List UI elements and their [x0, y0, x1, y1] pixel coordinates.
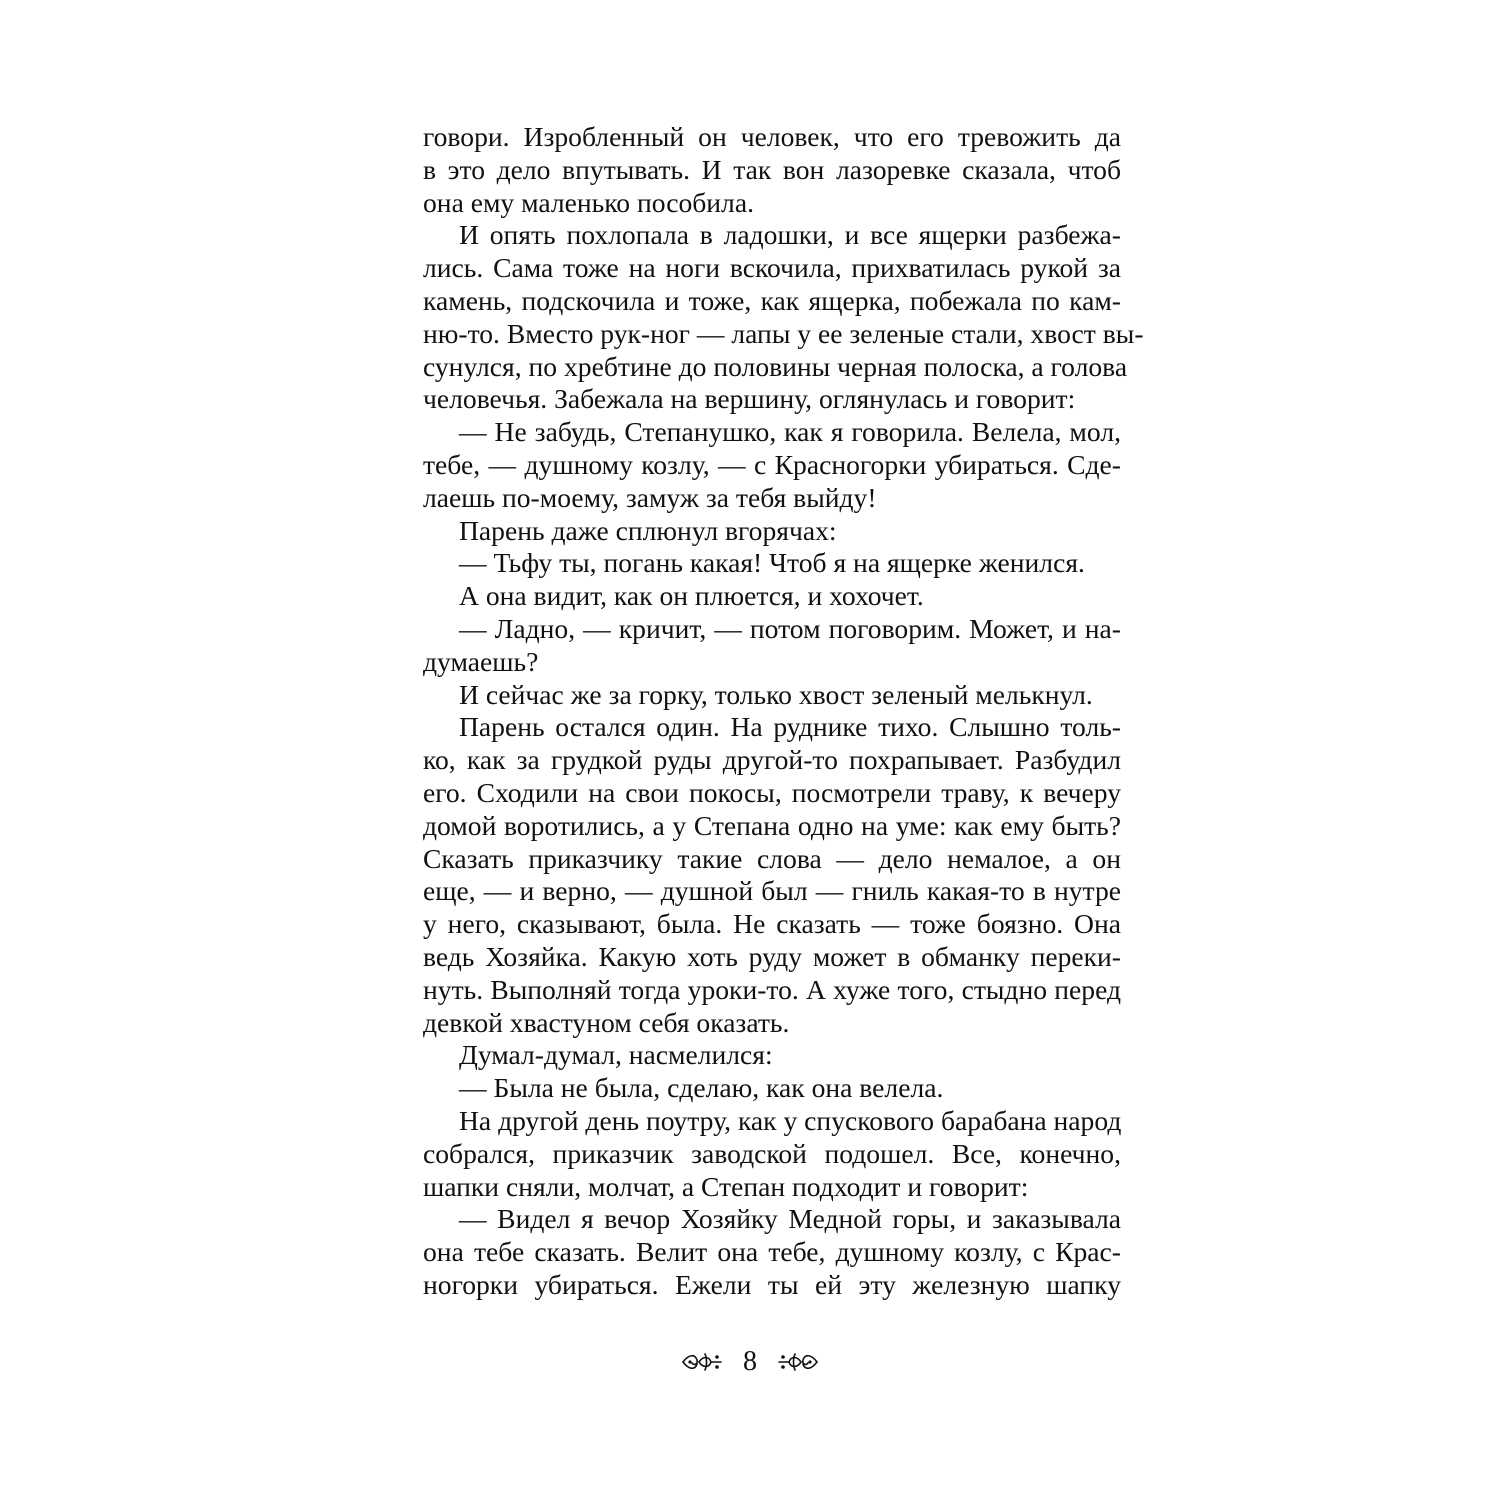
text-line: тебе, — душному козлу, — с Красногорки убираться. Сде-: [423, 448, 1121, 480]
text-line: На другой день поутру, как у спускового барабана народ: [459, 1104, 1122, 1136]
page-footer: [0, 1342, 1500, 1382]
text-line: Сказать приказчику такие слова — дело немалое, а он: [423, 842, 1121, 874]
text-line: Парень остался один. На руднике тихо. Слышно толь-: [459, 711, 1121, 743]
text-line: нуть. Выполняй тогда уроки-то. А хуже того, стыдно перед: [423, 973, 1121, 1005]
text-line: сунулся, по хребтине до половины черная полоска, а голова: [423, 350, 1128, 382]
text-line: ведь Хозяйка. Какую хоть руду может в обманку переки-: [423, 940, 1121, 972]
text-line: — Была не была, сделаю, как она велела.: [459, 1072, 944, 1104]
text-line: А она видит, как он плюется, и хохочет.: [459, 580, 924, 612]
text-line: Думал-думал, насмелился:: [459, 1039, 773, 1071]
text-line: она ему маленько пособила.: [423, 186, 754, 218]
text-line: — Ладно, — кричит, — потом поговорим. Может, и на-: [459, 612, 1121, 644]
text-line: ню-то. Вместо рук-ног — лапы у ее зеленые стали, хвост вы-: [423, 317, 1144, 349]
text-line: собрался, приказчик заводской подошел. Все, конечно,: [423, 1137, 1121, 1169]
body-text: [423, 121, 1144, 1302]
text-line: его. Сходили на свои покосы, посмотрели траву, к вечеру: [423, 776, 1121, 808]
text-line: — Видел я вечор Хозяйку Медной горы, и заказывала: [459, 1203, 1121, 1235]
text-line: еще, — и верно, — душной был — гниль какая-то в нутре: [423, 875, 1121, 907]
text-line: Парень даже сплюнул вгорячах:: [459, 514, 837, 546]
text-line: И опять похлопала в ладошки, и все ящерки разбежа-: [459, 219, 1121, 251]
text-line: ногорки убираться. Ежели ты ей эту железную шапку: [423, 1268, 1121, 1300]
text-line: она тебе сказать. Велит она тебе, душному козлу, с Крас-: [423, 1236, 1121, 1268]
text-line: у него, сказывают, была. Не сказать — тоже боязно. Она: [423, 908, 1121, 940]
text-line: — Не забудь, Степанушко, как я говорила. Велела, мол,: [459, 416, 1121, 448]
floral-ornament-icon: [777, 1350, 819, 1374]
text-line: девкой хвастуном себя оказать.: [423, 1006, 790, 1038]
page-number: 8: [743, 1346, 757, 1377]
text-line: ко, как за грудкой руды другой-то похрапывает. Разбудил: [423, 744, 1121, 776]
text-line: в это дело впутывать. И так вон лазоревке сказала, чтоб: [423, 153, 1121, 185]
text-line: говори. Изробленный он человек, что его тревожить да: [423, 121, 1121, 152]
text-line: домой воротились, а у Степана одно на уме: как ему быть?: [423, 809, 1121, 841]
floral-ornament-icon: [681, 1350, 723, 1374]
text-line: человечья. Забежала на вершину, оглянулась и говорит:: [423, 383, 1076, 415]
text-line: думаешь?: [423, 645, 539, 677]
text-line: лаешь по-моему, замуж за тебя выйду!: [423, 481, 877, 513]
text-line: И сейчас же за горку, только хвост зеленый мелькнул.: [459, 678, 1093, 710]
text-line: лись. Сама тоже на ноги вскочила, прихватилась рукой за: [423, 252, 1121, 284]
text-line: — Тьфу ты, погань какая! Чтоб я на ящерке женился.: [459, 547, 1085, 579]
text-line: камень, подскочила и тоже, как ящерка, побежала по кам-: [423, 284, 1121, 316]
text-line: шапки сняли, молчат, а Степан подходит и говорит:: [423, 1170, 1029, 1202]
